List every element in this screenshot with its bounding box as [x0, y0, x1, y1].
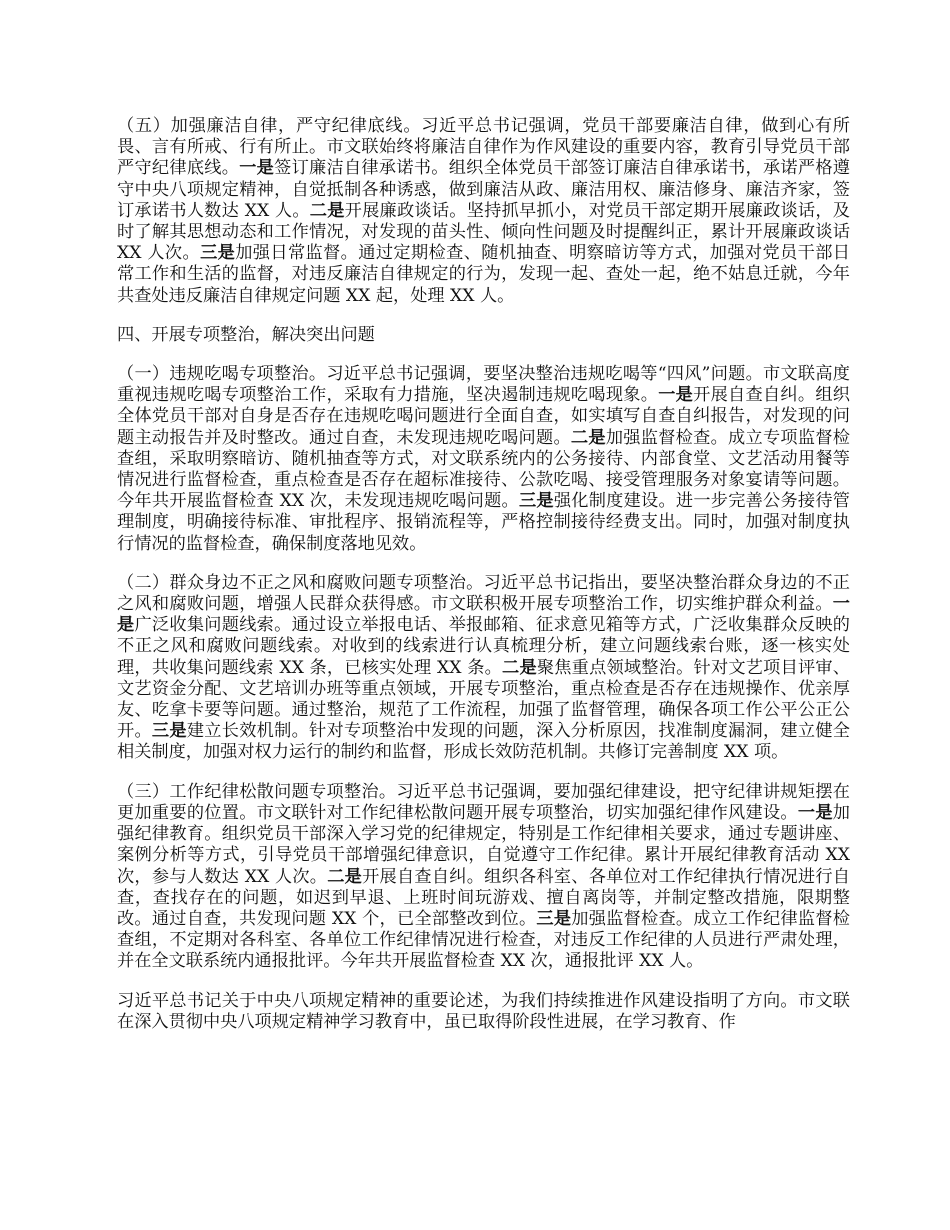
- text-segment: 习近平总书记关于中央八项规定精神的重要论述，为我们持续推进作风建设指明了方向。市文联在深入贯彻中央八项规定精神学习教育中，虽已取得阶段性进展，在学习教育、作: [117, 990, 850, 1032]
- bold-label: 二是: [570, 427, 606, 448]
- text-segment: 四、开展专项整治，解决突出问题: [117, 324, 375, 345]
- text-segment: （二）群众身边不正之风和腐败问题专项整治。习近平总书记指出，要坚决整治群众身边的不正之风和腐败问题，增强人民群众获得感。市文联积极开展专项整治工作，切实维护群众利益。: [117, 572, 850, 615]
- text-segment: 建立长效机制。针对专项整治中发现的问题，深入分析原因，找准制度漏洞，建立健全相关制度，加强对权力运行的制约和监督，形成长效防范机制。共修订完善制度 XX 项。: [117, 721, 850, 763]
- text-segment: 加强监督检查。成立工作纪律监督检查组，不定期对各科室、各单位工作纪律情况进行检查，对违反工作纪律的人员进行严肃处理，并在全文联系统内通报批评。今年共开展监督检查 XX 次，通报批评 XX 人。: [117, 908, 850, 972]
- text-segment: 聚焦重点领域整治。针对文艺项目评审、文艺资金分配、文艺培训办班等重点领域，开展专项整治，重点检查是否存在违规操作、优亲厚友、吃拿卡要等问题。通过整治，规范了工作流程，加强了监督管理，确保各项工作公平公正公开。: [117, 657, 850, 742]
- section-five-paragraph: [117, 116, 850, 307]
- bold-label: 二是: [309, 200, 345, 221]
- text-segment: 加强监督检查。成立专项监督检查组，采取明察暗访、随机抽查等方式，对文联系统内的公务接待、内部食堂、文艺活动用餐等情况进行监督检查，重点检查是否存在超标准接待、公款吃喝、接受管理服务对象宴请等问题。今年共开展监督检查 XX 次，未发现违规吃喝问题。: [117, 427, 850, 512]
- bold-label: 三是: [536, 908, 572, 929]
- text-segment: 加强日常监督。通过定期检查、随机抽查、明察暗访等方式，加强对党员干部日常工作和生活的监督，对违反廉洁自律规定的行为，发现一起、查处一起，绝不姑息迁就，今年共查处违反廉洁自律规定问题 XX 起，处理 XX 人。: [117, 243, 850, 306]
- document-page: [117, 116, 850, 1051]
- text-segment: （一）违规吃喝专项整治。习近平总书记强调，要坚决整治违规吃喝等“四风”问题。市文联高度重视违规吃喝专项整治工作，采取有力措施，坚决遏制违规吃喝现象。: [117, 364, 850, 406]
- bold-label: 一是: [797, 802, 833, 823]
- text-segment: 加强纪律教育。组织党员干部深入学习党的纪律规定，特别是工作纪律相关要求，通过专题讲座、案例分析等方式，引导党员干部增强纪律意识，自觉遵守工作纪律。累计开展纪律教育活动 XX 次，参与人数达 XX 人次。: [117, 802, 850, 887]
- bold-label: 二是: [327, 866, 363, 887]
- bold-label: 一是: [117, 594, 850, 636]
- bold-label: 三是: [200, 243, 236, 264]
- item-two-paragraph: [117, 573, 850, 764]
- text-segment: 开展自查自纠。组织各科室、各单位对工作纪律执行情况进行自查，查找存在的问题，如迟到早退、上班时间玩游戏、擅自离岗等，并制定整改措施，限期整改。通过自查，共发现问题 XX 个，已全部整改到位。: [117, 866, 850, 929]
- bold-label: 一是: [239, 158, 275, 179]
- item-three-paragraph: [117, 782, 850, 973]
- text-segment: 广泛收集问题线索。通过设立举报电话、举报邮箱、征求意见箱等方式，广泛收集群众反映的不正之风和腐败问题线索。对收到的线索进行认真梳理分析，建立问题线索台账，逐一核实处理，共收集问题线索 XX 条，已核实处理 XX 条。: [117, 615, 850, 678]
- text-segment: 签订廉洁自律承诺书。组织全体党员干部签订廉洁自律承诺书，承诺严格遵守中央八项规定精神，自觉抵制各种诱惑，做到廉洁从政、廉洁用权、廉洁修身、廉洁齐家，签订承诺书人数达 XX 人。: [117, 158, 850, 221]
- bold-label: 三是: [151, 721, 187, 742]
- closing-paragraph: [117, 991, 850, 1033]
- text-segment: （五）加强廉洁自律，严守纪律底线。习近平总书记强调，党员干部要廉洁自律，做到心有所畏、言有所戒、行有所止。市文联始终将廉洁自律作为作风建设的重要内容，教育引导党员干部严守纪律底线。: [117, 116, 850, 179]
- item-one-paragraph: [117, 364, 850, 555]
- bold-label: 一是: [658, 385, 694, 406]
- text-segment: 开展廉政谈话。坚持抓早抓小，对党员干部定期开展廉政谈话，及时了解其思想动态和工作情况，对发现的苗头性、倾向性问题及时提醒纠正，累计开展廉政谈话 XX 人次。: [117, 200, 850, 264]
- text-segment: （三）工作纪律松散问题专项整治。习近平总书记强调，要加强纪律建设，把守纪律讲规矩摆在更加重要的位置。市文联针对工作纪律松散问题开展专项整治，切实加强纪律作风建设。: [117, 781, 850, 823]
- text-segment: 开展自查自纠。组织全体党员干部对自身是否存在违规吃喝问题进行全面自查，如实填写自查自纠报告，对发现的问题主动报告并及时整改。通过自查，未发现违规吃喝问题。: [117, 385, 850, 448]
- section-four-heading: [117, 325, 850, 346]
- bold-label: 二是: [502, 657, 537, 678]
- text-segment: 强化制度建设。进一步完善公务接待管理制度，明确接待标准、审批程序、报销流程等，严格控制接待经费支出。同时，加强对制度执行情况的监督检查，确保制度落地见效。: [117, 491, 850, 554]
- bold-label: 三是: [518, 491, 554, 512]
